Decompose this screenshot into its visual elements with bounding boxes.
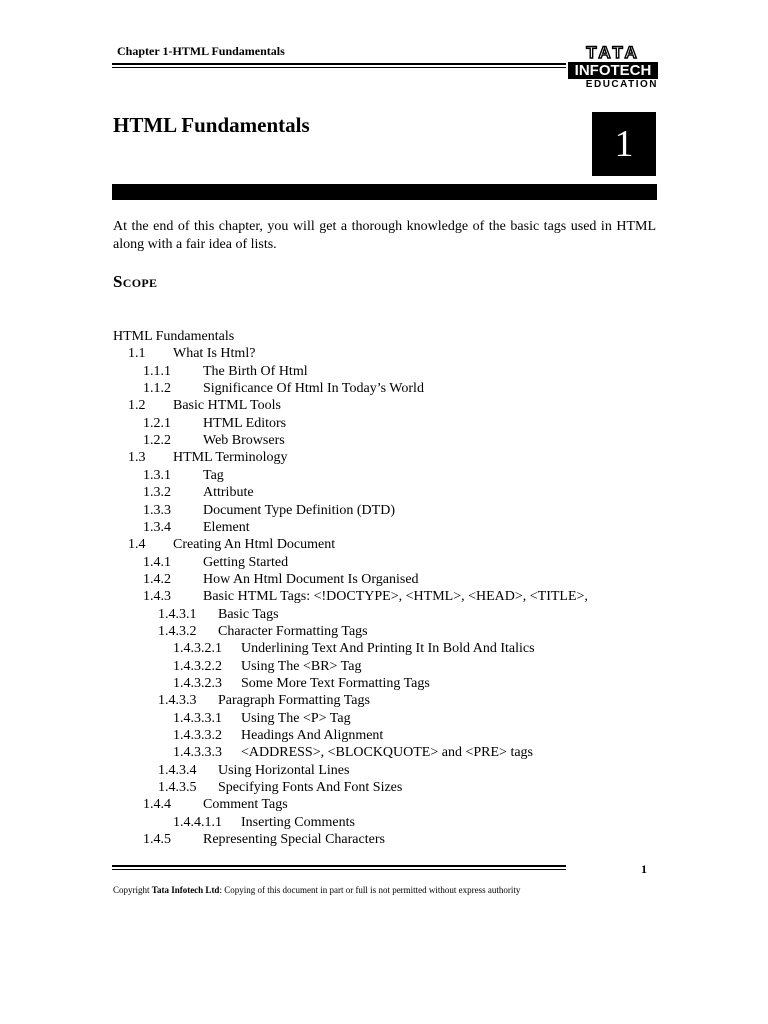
toc-entry-number: 1.4.3.4 <box>158 762 197 778</box>
toc-entry-text: Attribute <box>203 485 254 501</box>
toc-entry-number: 1.4.3.1 <box>158 606 197 622</box>
toc-entry-text: Basic HTML Tags: <!DOCTYPE>, <HTML>, <HEAD>, <TITLE>, <box>203 589 588 605</box>
toc-entry-text: Element <box>203 519 250 535</box>
toc-entry-number: 1.1.2 <box>143 381 171 397</box>
toc-entry-number: 1.4.3.2.2 <box>173 658 222 674</box>
toc-entry-number: 1.2 <box>128 398 146 414</box>
toc-entry-number: 1.4.3 <box>143 589 171 605</box>
toc-entry-text: Some More Text Formatting Tags <box>241 676 430 691</box>
toc-entry-number: 1.4.3.2.1 <box>173 641 222 657</box>
chapter-title: HTML Fundamentals <box>113 113 310 137</box>
copyright-notice <box>113 885 520 895</box>
toc-entry-text: Web Browsers <box>203 433 285 449</box>
toc-entry-number: 1.4.3.3.2 <box>173 728 222 744</box>
tata-infotech-logo <box>568 44 658 88</box>
logo-line-education: EDUCATION <box>585 79 658 90</box>
toc-entry-number: 1.2.1 <box>143 415 171 431</box>
toc-entry-text: Specifying Fonts And Font Sizes <box>218 780 403 796</box>
toc-entry-number: 1.4.3.2 <box>158 623 197 639</box>
chapter-number-box <box>592 112 656 176</box>
toc-entry-text: Underlining Text And Printing It In Bold And Italics <box>241 641 535 657</box>
toc-entry-number: 1.4.3.5 <box>158 780 197 796</box>
page-number: 1 <box>641 862 647 876</box>
toc-entry-text: Tag <box>203 467 224 483</box>
toc-entry-text: Headings And Alignment <box>241 728 384 744</box>
toc-entry-number: 1.4.1 <box>143 554 171 570</box>
toc-entry-number: 1.4.5 <box>143 832 171 848</box>
toc-entry-number: 1.1.1 <box>143 363 171 379</box>
toc-entry-number: 1.4.3.3 <box>158 693 197 709</box>
toc-entry-number: 1.4.3.3.1 <box>173 710 222 726</box>
footer-rule <box>112 865 566 867</box>
toc-entry-text: How An Html Document Is Organised <box>203 571 419 587</box>
copyright-prefix: Copyright <box>113 885 152 895</box>
toc-entry-number: 1.3.4 <box>143 519 171 535</box>
toc-entry-text: Basic HTML Tools <box>173 398 281 414</box>
scope-heading: Scope <box>113 272 158 291</box>
logo-line-infotech: INFOTECH <box>568 62 658 79</box>
toc-entry-text: Using The <BR> Tag <box>241 658 362 674</box>
toc-entry-text: HTML Editors <box>203 415 287 431</box>
toc-entry-number: 1.4.3.2.3 <box>173 676 222 691</box>
toc-entry-text: Using The <P> Tag <box>241 710 351 726</box>
chapter-number: 1 <box>614 123 634 165</box>
toc-entry-text: Representing Special Characters <box>203 832 385 848</box>
toc-entry-text: <ADDRESS>, <BLOCKQUOTE> and <PRE> tags <box>241 745 533 761</box>
logo-line-tata: TATA <box>586 43 640 62</box>
toc-entry-text: What Is Html? <box>173 346 256 362</box>
toc-entry-text: Document Type Definition (DTD) <box>203 502 395 518</box>
toc-entry-text: Comment Tags <box>203 797 288 813</box>
toc-entry-text: Character Formatting Tags <box>218 623 368 639</box>
toc-entry-text: Significance Of Html In Today’s World <box>203 381 424 397</box>
toc-entry-number: 1.4.3.3.3 <box>173 745 222 761</box>
footer-rule-thin <box>112 869 566 870</box>
toc-entry-text: Basic Tags <box>218 606 279 622</box>
toc-entry-number: 1.3 <box>128 450 146 466</box>
toc-entry-number: 1.3.2 <box>143 485 171 501</box>
toc-entry-text: Using Horizontal Lines <box>218 762 350 778</box>
toc-entry-number: 1.3.3 <box>143 502 171 518</box>
toc-entry-number: 1.4.4.1.1 <box>173 814 222 830</box>
toc-entry-number: 1.1 <box>128 346 146 362</box>
toc-entry-text: Paragraph Formatting Tags <box>218 693 370 709</box>
toc-entry-number: 1.3.1 <box>143 467 171 483</box>
toc-entry-text: Creating An Html Document <box>173 537 336 553</box>
running-header-chapter: Chapter 1-HTML Fundamentals <box>117 44 285 58</box>
toc-entry-number: 1.4 <box>128 537 146 553</box>
toc-entry-text: The Birth Of Html <box>203 363 308 379</box>
toc-entry-text: HTML Fundamentals <box>113 329 235 344</box>
toc-entry-text: Inserting Comments <box>241 814 355 830</box>
header-rule-thin <box>112 67 566 68</box>
toc-entry-text: Getting Started <box>203 554 289 570</box>
toc-entry-number: 1.4.4 <box>143 797 171 813</box>
copyright-company: Tata Infotech Ltd <box>151 885 220 895</box>
toc-entry-number: 1.4.2 <box>143 571 171 587</box>
header-rule <box>112 63 566 65</box>
toc-entry-text: HTML Terminology <box>173 450 288 466</box>
title-bar <box>112 184 657 200</box>
copyright-suffix: : Copying of this document in part or full is not permitted without express authority <box>219 885 521 895</box>
intro-paragraph: At the end of this chapter, you will get a thorough knowledge of the basic tags used in HTML along with a fair idea of lists. <box>113 219 656 252</box>
toc-entry-number: 1.2.2 <box>143 433 171 449</box>
